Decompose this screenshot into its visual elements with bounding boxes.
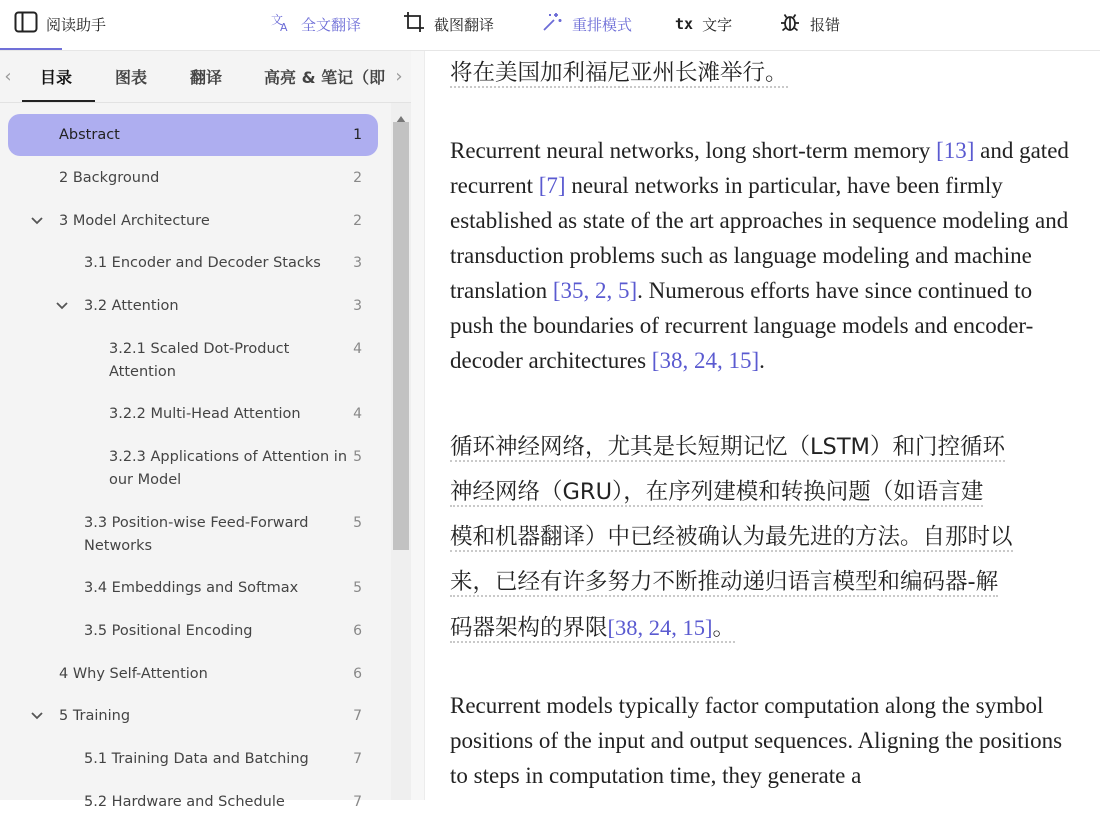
toc-item-title: 3.1 Encoder and Decoder Stacks <box>84 255 321 271</box>
tab-figures[interactable]: 图表 <box>115 68 148 87</box>
scroll-up-arrow-icon[interactable] <box>396 108 406 116</box>
toc-item-page: 7 <box>353 794 362 810</box>
toc-item-title: 5 Training <box>59 708 131 724</box>
screenshot-translate-label: 截图翻译 <box>434 15 495 34</box>
toc-item-feed-forward[interactable] <box>8 512 378 558</box>
sidebar-tabs <box>0 51 411 103</box>
translated-paragraph-top <box>450 51 1080 96</box>
citation-link[interactable]: [13] <box>936 138 975 163</box>
toc-item-title: 2 Background <box>59 170 160 186</box>
sidebar-toggle-icon[interactable] <box>14 11 38 37</box>
toc-item-training-data[interactable] <box>8 748 378 771</box>
crop-icon <box>403 11 425 37</box>
toc-item-multi-head[interactable] <box>8 403 378 426</box>
toc-item-title: 5.2 Hardware and Schedule <box>84 794 285 810</box>
app-brand[interactable] <box>14 12 106 36</box>
toc-item-title: 3.2.3 Applications of Attention in our Model <box>109 449 348 488</box>
toc-item-page: 7 <box>353 708 362 724</box>
sidebar-scroll-thumb[interactable] <box>393 122 409 550</box>
toc-item-title: 3.2.2 Multi-Head Attention <box>109 406 301 422</box>
toc-item-page: 3 <box>353 255 362 271</box>
toc-item-page: 6 <box>353 623 362 639</box>
text-mode-button[interactable] <box>675 12 732 36</box>
svg-text:文: 文 <box>271 13 284 27</box>
toc-item-training[interactable] <box>8 705 378 728</box>
tab-toc[interactable]: 目录 <box>40 68 73 87</box>
top-toolbar <box>0 0 1100 48</box>
toc-item-page: 5 <box>353 449 362 465</box>
toc-item-page: 4 <box>353 406 362 422</box>
text-run: and gated recurrent <box>450 138 1069 198</box>
toc-item-applications-of-attention[interactable] <box>8 446 378 492</box>
toc-item-page: 1 <box>353 127 362 143</box>
toc-item-page: 5 <box>353 515 362 531</box>
citation-link[interactable]: [38, 24, 15] <box>607 615 713 640</box>
toc-item-title: 3.4 Embeddings and Softmax <box>84 580 299 596</box>
chevron-down-icon[interactable] <box>54 296 70 316</box>
translated-line: 循环神经网络，尤其是长短期记忆（LSTM）和门控循环 <box>450 434 1005 460</box>
toc-item-encoder-decoder[interactable] <box>8 252 378 275</box>
citation-link[interactable]: [38, 24, 15] <box>651 348 760 373</box>
text-run: neural networks in particular, have been firmly established as state of the art approaches in sequence modeling and transduction problems such as language modeling and machine translation <box>450 173 1069 303</box>
app-title: 阅读助手 <box>46 15 107 34</box>
toc-item-title: 4 Why Self-Attention <box>59 666 208 682</box>
tabs-scroll-left-icon[interactable]: ‹ <box>4 66 12 87</box>
full-translate-label: 全文翻译 <box>301 15 362 34</box>
toc-item-page: 5 <box>353 580 362 596</box>
source-paragraph-2: Recurrent models typically factor computation along the symbol positions of the input and output sequences. Aligning the positions to steps in computation time, they generate a <box>450 693 1063 788</box>
toc-item-attention[interactable] <box>8 295 378 318</box>
toc-item-title: 3.2 Attention <box>84 298 179 314</box>
toc-item-page: 7 <box>353 751 362 767</box>
toc-item-page: 2 <box>353 170 362 186</box>
toc-item-page: 2 <box>353 213 362 229</box>
toc-item-title: 3.5 Positional Encoding <box>84 623 253 639</box>
bug-icon <box>779 11 801 37</box>
toc-item-page: 6 <box>353 666 362 682</box>
toc-item-title: 3 Model Architecture <box>59 213 210 229</box>
pane-splitter[interactable] <box>411 51 425 800</box>
toc-item-title: Abstract <box>59 127 120 143</box>
svg-text:A: A <box>280 21 288 34</box>
toc-item-hardware-schedule[interactable] <box>8 791 378 814</box>
toc-item-model-architecture[interactable] <box>8 210 378 233</box>
toc-item-title: 3.3 Position-wise Feed-Forward Networks <box>84 515 309 554</box>
citation-link[interactable]: [7] <box>538 173 566 198</box>
full-translate-button[interactable] <box>270 12 361 36</box>
tabs-scroll-right-icon[interactable]: › <box>395 66 403 87</box>
translated-line: 来，已经有许多努力不断推动递归语言模型和编码器-解 <box>450 569 999 595</box>
source-paragraph-1 <box>450 133 1080 378</box>
screenshot-translate-button[interactable] <box>403 12 494 36</box>
chevron-down-icon[interactable] <box>29 211 45 231</box>
toc-item-why-self-attention[interactable] <box>8 663 378 686</box>
text-run: . <box>759 348 765 373</box>
toc-item-scaled-dot-product[interactable] <box>8 338 378 384</box>
toc-list <box>0 103 390 810</box>
tab-highlights-notes[interactable]: 高亮 & 笔记（即 <box>264 68 386 87</box>
toc-item-title: 3.2.1 Scaled Dot-Product Attention <box>109 341 290 380</box>
report-error-label: 报错 <box>810 15 841 34</box>
reflow-mode-label: 重排模式 <box>572 15 633 34</box>
toc-item-abstract[interactable] <box>8 114 378 156</box>
translate-icon <box>270 11 292 37</box>
translated-line <box>450 615 735 643</box>
text-mode-label: 文字 <box>702 15 733 34</box>
toc-item-embeddings-softmax[interactable] <box>8 577 378 600</box>
toc-item-page: 3 <box>353 298 362 314</box>
translated-line: 将在美国加利福尼亚州长滩举行。 <box>450 60 788 86</box>
sidebar <box>0 51 411 810</box>
tab-translation[interactable]: 翻译 <box>190 68 223 87</box>
report-error-button[interactable] <box>779 12 840 36</box>
text-run: Recurrent neural networks, long short-term memory <box>450 138 937 163</box>
toc-item-page: 4 <box>353 341 362 357</box>
magic-wand-icon <box>541 11 563 37</box>
toc-item-positional-encoding[interactable] <box>8 620 378 643</box>
reflow-mode-button[interactable] <box>541 12 632 36</box>
translated-line: 模和机器翻译）中已经被确认为最先进的方法。自那时以 <box>450 524 1013 550</box>
text-mode-icon: tx <box>675 15 694 33</box>
toc-item-background[interactable] <box>8 167 378 190</box>
text-run: 。 <box>712 615 736 641</box>
text-run: . Numerous efforts have since continued to push the boundaries of recurrent language models and encoder-decoder architectures <box>450 278 1034 373</box>
reader-content <box>426 51 1100 800</box>
chevron-down-icon[interactable] <box>29 706 45 726</box>
citation-link[interactable]: [35, 2, 5] <box>552 278 638 303</box>
translated-line: 神经网络（GRU），在序列建模和转换问题（如语言建 <box>450 479 984 505</box>
text-run: 码器架构的界限 <box>450 615 608 641</box>
toc-item-title: 5.1 Training Data and Batching <box>84 751 309 767</box>
translated-paragraph-1 <box>450 425 1080 651</box>
